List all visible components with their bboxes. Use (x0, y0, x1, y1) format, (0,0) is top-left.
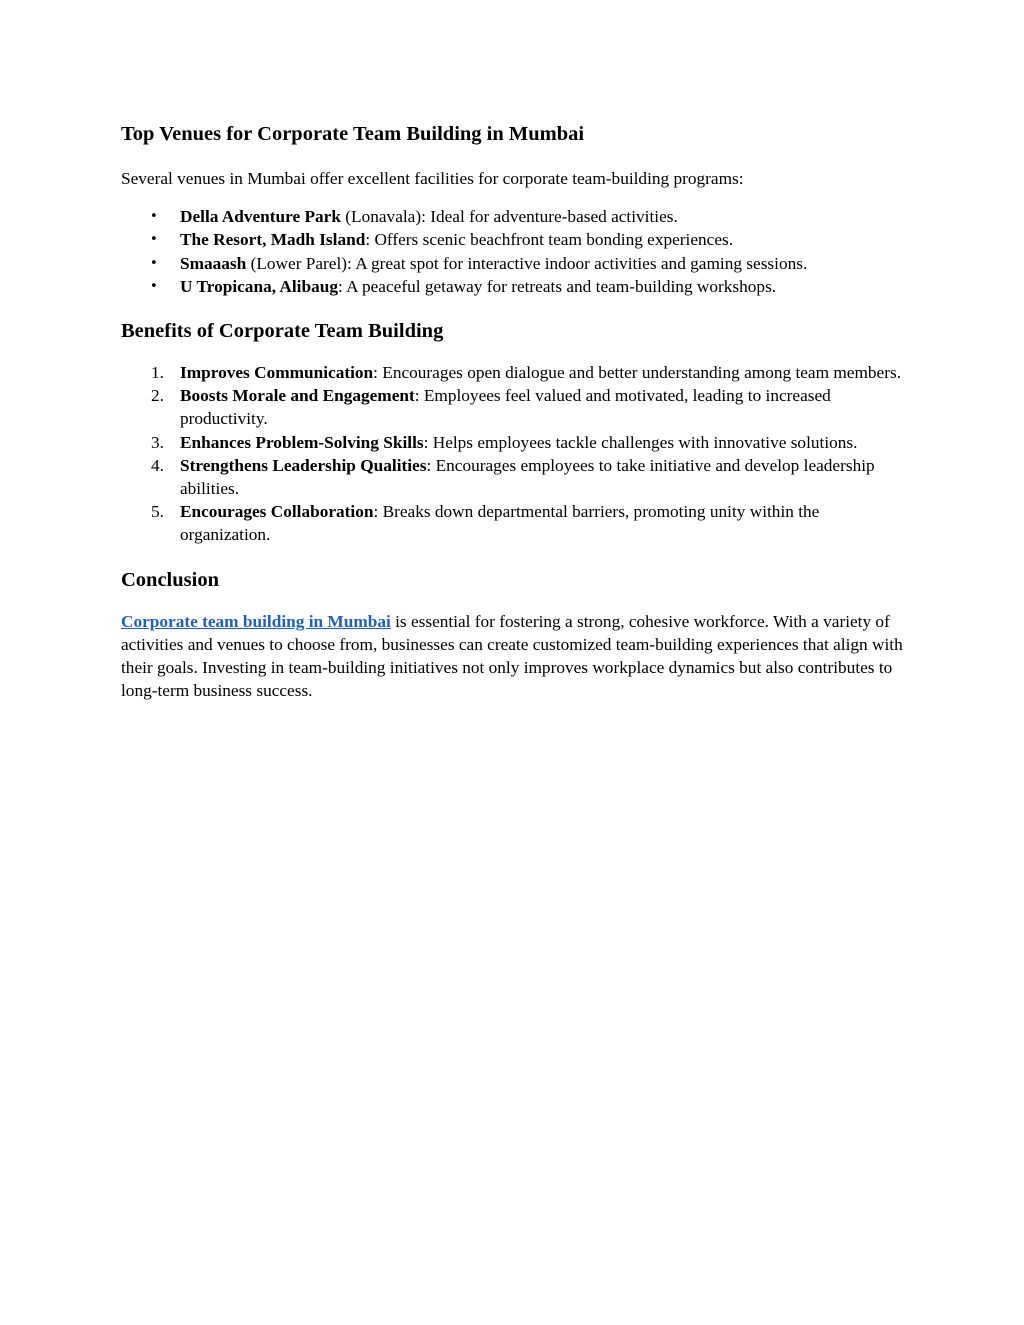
list-item (121, 384, 911, 430)
venue-name: U Tropicana, Alibaug (180, 276, 338, 296)
bullet-icon: • (150, 278, 158, 294)
list-item (121, 252, 911, 275)
list-item (121, 228, 911, 251)
item-number: 5. (151, 502, 164, 522)
item-number: 4. (151, 455, 164, 475)
venue-desc: : A peaceful getaway for retreats and team-building workshops. (337, 276, 777, 296)
bullet-icon: • (150, 209, 158, 225)
benefit-desc: : Helps employees tackle challenges with innovative solutions. (423, 432, 858, 452)
list-item (121, 454, 911, 500)
list-item (121, 431, 911, 454)
venue-name: Smaaash (180, 253, 247, 273)
venue-name: The Resort, Madh Island (180, 230, 366, 250)
benefit-name: Improves Communication (180, 363, 374, 383)
benefit-desc: : Employees feel valued and motivated, leading to increased productivity. (180, 386, 831, 429)
bullet-icon: • (150, 255, 158, 271)
item-number: 1. (151, 363, 164, 383)
bullet-icon: • (150, 232, 158, 248)
list-item (121, 275, 911, 298)
venues-intro: Several venues in Mumbai offer excellent facilities for corporate team-building programs: (121, 169, 744, 188)
heading-top-venues: Top Venues for Corporate Team Building in Mumbai (121, 123, 585, 145)
heading-benefits: Benefits of Corporate Team Building (121, 320, 444, 343)
benefit-name: Strengthens Leadership Qualities (180, 455, 427, 475)
item-number: 3. (151, 432, 164, 452)
benefits-list (121, 361, 911, 547)
conclusion-body: is essential for fostering a strong, cohesive workforce. With a variety of activities and venues to choose from, businesses can create customized team-building experiences that align with their goals. Investing in team-building initiatives not only improves workplace dynamics but also contributes to long-term business success. (121, 611, 903, 701)
venues-list (121, 205, 911, 298)
list-item (121, 361, 911, 384)
list-item (121, 205, 911, 228)
list-item (121, 500, 911, 546)
benefit-name: Encourages Collaboration (180, 502, 374, 522)
conclusion-paragraph (121, 610, 911, 703)
venue-desc: : Offers scenic beachfront team bonding experiences. (365, 230, 734, 250)
corporate-team-building-link[interactable]: Corporate team building in Mumbai (121, 611, 391, 631)
benefit-name: Boosts Morale and Engagement (180, 386, 415, 406)
benefit-desc: : Encourages employees to take initiative and develop leadership abilities. (180, 455, 875, 499)
heading-conclusion: Conclusion (121, 568, 219, 591)
benefit-desc: : Encourages open dialogue and better understanding among team members. (373, 363, 902, 383)
venue-desc: (Lonavala): Ideal for adventure-based activities. (340, 207, 678, 227)
document-page (121, 116, 911, 702)
benefit-desc: : Breaks down departmental barriers, promoting unity within the organization. (180, 502, 820, 545)
benefit-name: Enhances Problem-Solving Skills (180, 432, 424, 452)
venue-name: Della Adventure Park (180, 207, 341, 227)
item-number: 2. (151, 386, 164, 406)
venue-desc: (Lower Parel): A great spot for interactive indoor activities and gaming sessions. (246, 253, 808, 273)
